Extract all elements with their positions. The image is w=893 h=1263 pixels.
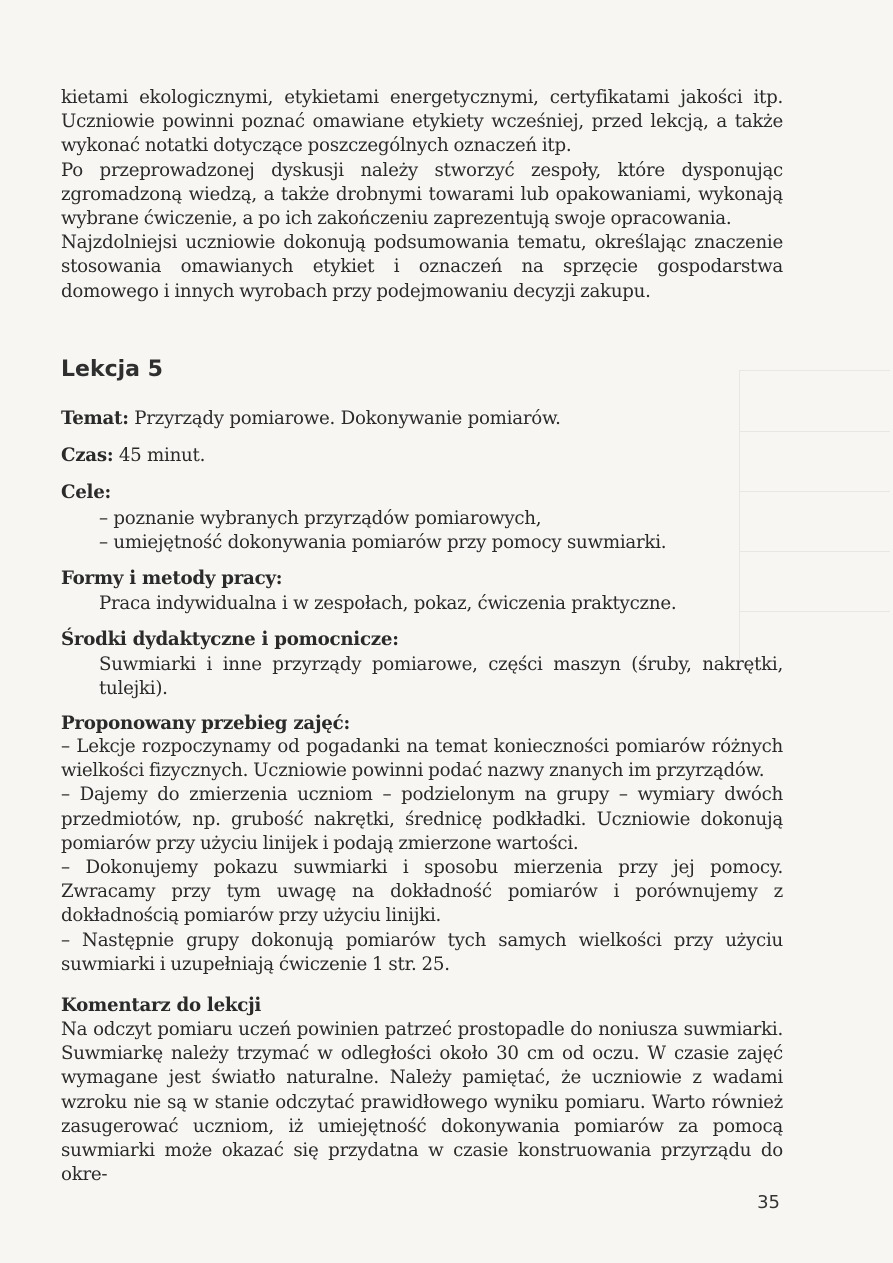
time-label: Czas: bbox=[61, 445, 114, 466]
lesson-heading: Lekcja 5 bbox=[61, 357, 163, 382]
intro-paragraph: Po przeprowadzonej dyskusji należy stworzyć zespoły, które dysponując zgromadzoną wiedzą, a także drobnymi towarami lub opakowaniami, wykonają wybrane ćwiczenie, a po ich zakończeniu zaprezentują swoje opracowania. bbox=[61, 159, 783, 230]
plan-step: – Lekcje rozpoczynamy od pogadanki na temat konieczności pomiarów różnych wielkości fizycznych. Uczniowie powinni podać nazwy znanych im przyrządów. bbox=[61, 736, 783, 782]
goal-item: – umiejętność dokonywania pomiarów przy pomocy suwmiarki. bbox=[99, 532, 667, 553]
topic-text: Przyrządy pomiarowe. Dokonywanie pomiarów. bbox=[134, 408, 561, 429]
topic-line bbox=[61, 407, 783, 431]
time-line bbox=[61, 444, 783, 468]
goals-label: Cele: bbox=[61, 482, 111, 503]
plan-label: Proponowany przebieg zajęć: bbox=[61, 713, 350, 734]
intro-paragraph: kietami ekologicznymi, etykietami energetycznymi, certyfikatami jakości itp. Uczniowie powinni poznać omawiane etykiety wcześniej, przed lekcją, a także wykonać notatki dotyczące poszczególnych oznaczeń itp. bbox=[61, 87, 783, 157]
page-number: 35 bbox=[757, 1192, 780, 1213]
forms-text: Praca indywidualna i w zespołach, pokaz, ćwiczenia praktyczne. bbox=[99, 593, 677, 614]
plan-step: – Dajemy do zmierzenia uczniom – podzielonym na grupy – wymiary dwóch przedmiotów, np. grubość nakrętki, średnicę podkładki. Uczniowie dokonują pomiarów przy użyciu linijek i podają zmierzone wartości. bbox=[61, 784, 783, 854]
plan-section bbox=[61, 735, 783, 977]
comment-label: Komentarz do lekcji bbox=[61, 995, 262, 1016]
intro-paragraph: Najzdolniejsi uczniowie dokonują podsumowania tematu, określając znaczenie stosowania omawianych etykiet i oznaczeń na sprzęcie gospodarstwa domowego i innych wyrobach przy podejmowaniu decyzji zakupu. bbox=[61, 232, 783, 302]
plan-step: – Następnie grupy dokonują pomiarów tych samych wielkości przy użyciu suwmiarki i uzupełniają ćwiczenie 1 str. 25. bbox=[61, 929, 783, 975]
comment-section bbox=[61, 1018, 783, 1187]
goal-item: – poznanie wybranych przyrządów pomiarowych, bbox=[99, 508, 542, 529]
forms-label: Formy i metody pracy: bbox=[61, 568, 283, 589]
comment-text: Na odczyt pomiaru uczeń powinien patrzeć prostopadle do noniusza suwmiarki. Suwmiarkę należy trzymać w odległości około 30 cm od oczu. W czasie zajęć wymagane jest światło naturalne. Należy pamiętać, że uczniowie z wadami wzroku nie są w stanie odczytać prawidłowego wyniku pomiaru. Warto również zasugerować uczniom, iż umiejętność dokonywania pomiarów za pomocą suwmiarki może okazać się przydatna w czasie konstruowania przyrządu do okre- bbox=[61, 1019, 783, 1186]
intro-section bbox=[61, 86, 783, 304]
time-text: 45 minut. bbox=[118, 445, 206, 466]
topic-label: Temat: bbox=[61, 408, 129, 429]
aids-text: Suwmiarki i inne przyrządy pomiarowe, części maszyn (śruby, nakrętki, tulejki). bbox=[99, 654, 783, 699]
aids-label: Środki dydaktyczne i pomocnicze: bbox=[61, 629, 399, 650]
plan-step: – Dokonujemy pokazu suwmiarki i sposobu mierzenia przy jej pomocy. Zwracamy przy tym uwagę na dokładność pomiarów i porównujemy z dokładnością pomiarów przy użyciu linijki. bbox=[61, 857, 783, 927]
